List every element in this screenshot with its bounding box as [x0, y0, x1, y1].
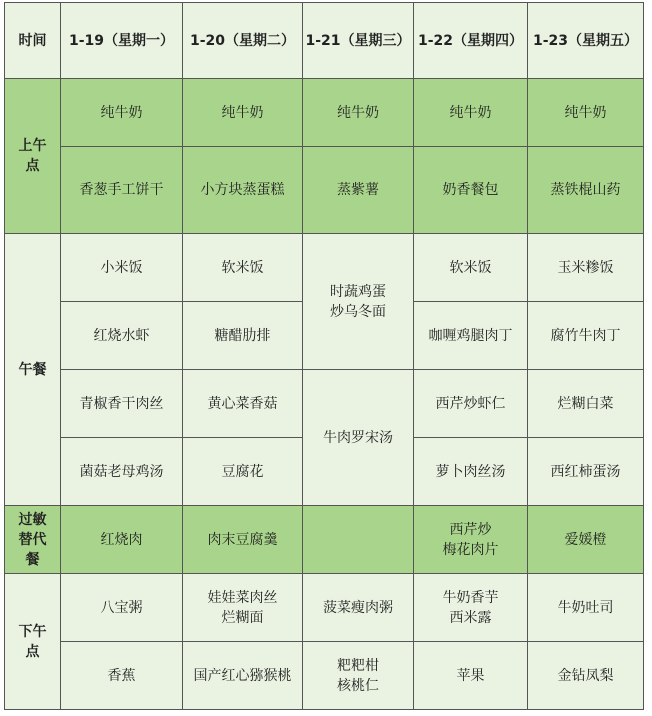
lunch-fri-2: 腐竹牛肉丁: [528, 302, 644, 370]
allergy-mon: 红烧肉: [61, 506, 183, 574]
afternoon-snack-fri-1: 牛奶吐司: [528, 574, 644, 642]
day-header-thu: 1-22（星期四）: [414, 3, 528, 79]
allergy-thu: [414, 506, 528, 574]
lunch-mon-2: 红烧水虾: [61, 302, 183, 370]
allergy-wed: [303, 506, 414, 574]
afternoon-snack-thu-2: 苹果: [414, 642, 528, 710]
morning-snack-mon-1: 纯牛奶: [61, 79, 183, 147]
afternoon-snack-thu-1-line1: 牛奶香芋: [442, 589, 499, 606]
afternoon-snack-wed-2-line2: 核桃仁: [337, 677, 379, 694]
day-header-tue: 1-20（星期二）: [183, 3, 303, 79]
afternoon-snack-fri-2: 金钻凤梨: [528, 642, 644, 710]
lunch-tue-3: 黄心菜香菇: [183, 370, 303, 438]
afternoon-snack-thu-1-line2: 西米露: [449, 609, 492, 626]
morning-snack-tue-1: 纯牛奶: [183, 79, 303, 147]
lunch-fri-3: 烂糊白菜: [528, 370, 644, 438]
afternoon-snack-mon-2: 香蕉: [61, 642, 183, 710]
afternoon-snack-row-1: [5, 574, 644, 642]
lunch-fri-4: 西红柿蛋汤: [528, 438, 644, 506]
morning-snack-label-line1: 上午: [18, 138, 47, 154]
morning-snack-row-2: [5, 147, 644, 234]
morning-snack-tue-2: 小方块蒸蛋糕: [183, 147, 303, 234]
lunch-mon-1: 小米饭: [61, 234, 183, 302]
lunch-row-1: [5, 234, 644, 302]
weekly-menu-table: [4, 2, 644, 710]
allergy-row: [5, 506, 644, 574]
lunch-thu-2: 咖喱鸡腿肉丁: [414, 302, 528, 370]
allergy-fri: 爱媛橙: [528, 506, 644, 574]
morning-snack-wed-2: 蒸紫薯: [303, 147, 414, 234]
allergy-label-line3: 餐: [25, 551, 40, 568]
afternoon-snack-wed-2: [303, 642, 414, 710]
afternoon-snack-wed-2-line1: 粑粑柑: [337, 657, 379, 674]
morning-snack-label-line2: 点: [25, 158, 40, 174]
day-header-wed: 1-21（星期三）: [303, 3, 414, 79]
lunch-mon-3: 青椒香干肉丝: [61, 370, 183, 438]
morning-snack-fri-1: 纯牛奶: [528, 79, 644, 147]
afternoon-snack-tue-1-line2: 烂糊面: [221, 609, 264, 626]
lunch-tue-4: 豆腐花: [183, 438, 303, 506]
afternoon-snack-label-line1: 下午: [18, 623, 47, 640]
afternoon-snack-tue-1: [183, 574, 303, 642]
day-header-fri: 1-23（星期五）: [528, 3, 644, 79]
morning-snack-thu-2: 奶香餐包: [414, 147, 528, 234]
allergy-thu-line2: 梅花肉片: [442, 541, 499, 558]
morning-snack-wed-1: 纯牛奶: [303, 79, 414, 147]
allergy-label-line2: 替代: [18, 531, 47, 548]
morning-snack-thu-1: 纯牛奶: [414, 79, 528, 147]
morning-snack-row-1: [5, 79, 644, 147]
lunch-wed-main: [303, 234, 414, 370]
morning-snack-mon-2: 香葱手工饼干: [61, 147, 183, 234]
allergy-label: [5, 506, 61, 574]
lunch-row-3: [5, 370, 644, 438]
afternoon-snack-mon-1: 八宝粥: [61, 574, 183, 642]
lunch-thu-1: 软米饭: [414, 234, 528, 302]
lunch-fri-1: 玉米糁饭: [528, 234, 644, 302]
lunch-label: 午餐: [5, 234, 61, 506]
afternoon-snack-tue-1-line1: 娃娃菜肉丝: [207, 589, 278, 606]
lunch-wed-soup: 牛肉罗宋汤: [303, 370, 414, 506]
lunch-tue-1: 软米饭: [183, 234, 303, 302]
lunch-wed-main-line2: 炒乌冬面: [330, 303, 386, 320]
time-header: 时间: [5, 3, 61, 79]
allergy-label-line1: 过敏: [18, 511, 47, 528]
afternoon-snack-label-line2: 点: [25, 643, 40, 660]
lunch-thu-3: 西芹炒虾仁: [414, 370, 528, 438]
morning-snack-fri-2: 蒸铁棍山药: [528, 147, 644, 234]
afternoon-snack-tue-2: 国产红心猕猴桃: [183, 642, 303, 710]
afternoon-snack-wed-1: 菠菜瘦肉粥: [303, 574, 414, 642]
lunch-tue-2: 糖醋肋排: [183, 302, 303, 370]
header-row: [5, 3, 644, 79]
lunch-thu-4: 萝卜肉丝汤: [414, 438, 528, 506]
lunch-wed-main-line1: 时蔬鸡蛋: [330, 283, 386, 300]
lunch-mon-4: 菌菇老母鸡汤: [61, 438, 183, 506]
morning-snack-label: [5, 79, 61, 234]
allergy-thu-line1: 西芹炒: [449, 521, 492, 538]
day-header-mon: 1-19（星期一）: [61, 3, 183, 79]
afternoon-snack-thu-1: [414, 574, 528, 642]
allergy-tue: 肉末豆腐羹: [183, 506, 303, 574]
afternoon-snack-label: [5, 574, 61, 710]
afternoon-snack-row-2: [5, 642, 644, 710]
